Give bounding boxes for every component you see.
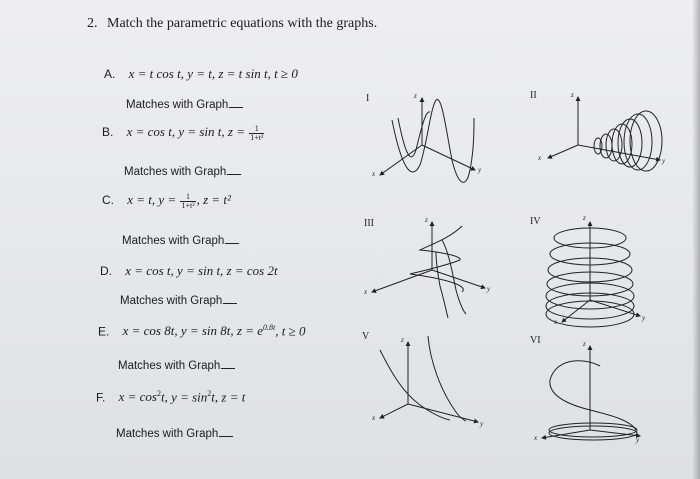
item-a-letter: A. <box>104 67 116 81</box>
graph-vi-curve <box>550 361 636 430</box>
graph-iii-label: III <box>364 218 374 229</box>
graph-i-label: I <box>366 93 370 104</box>
item-c-frac-num: 1 <box>180 193 195 202</box>
graph-i-z-label: z <box>414 92 417 100</box>
graph-v-label: V <box>362 331 370 342</box>
item-f-sup-2: 2 <box>207 389 212 398</box>
item-c-match-label: Matches with Graph <box>122 235 225 247</box>
graph-i-curve <box>392 100 474 183</box>
item-b-frac-den: 1+t² <box>250 132 264 142</box>
problem-title: Match the parametric equations with the graphs. <box>107 16 378 31</box>
item-f-match-label: Matches with Graph <box>116 428 219 440</box>
item-b-letter: B. <box>102 125 114 139</box>
graph-iii <box>372 222 485 318</box>
graph-vi-x-label: x <box>534 434 538 442</box>
item-d-eq: x = cos t, y = sin t, z = cos 2t <box>125 263 278 278</box>
item-f-eq-3: t, z = t <box>211 389 246 405</box>
graph-v <box>380 336 478 422</box>
problem-number: 2. <box>87 16 98 31</box>
graph-iii-x-axis <box>372 270 432 292</box>
graph-v-x-label: x <box>372 414 376 422</box>
graph-ii-x-label: x <box>538 154 542 162</box>
item-c-eq-post: , z = t² <box>196 192 231 207</box>
graph-vi-y-label: y <box>636 436 640 444</box>
item-a-match-label: Matches with Graph <box>126 99 229 111</box>
graph-ii-y-label: y <box>662 157 666 165</box>
item-e-match-label: Matches with Graph <box>118 360 221 372</box>
item-e-eq-tail: , t ≥ 0 <box>275 323 306 339</box>
graph-vi-label: VI <box>530 335 541 346</box>
graph-iv-label: IV <box>530 216 541 227</box>
graph-iii-y-label: y <box>487 285 491 293</box>
graph-i-x-label: x <box>372 170 376 178</box>
item-e-letter: E. <box>98 324 110 339</box>
graph-ii-label: II <box>530 90 537 101</box>
item-c-eq-pre: x = t, y = <box>127 192 180 207</box>
graph-i-y-axis <box>422 145 475 170</box>
graph-vi-z-label: z <box>583 340 586 348</box>
graph-vi-base-ring-2 <box>549 426 637 440</box>
graph-iii-x-label: x <box>364 288 368 296</box>
graph-ii <box>548 97 662 171</box>
graph-iv-y-label: y <box>642 314 646 322</box>
graph-v-curve-b <box>428 336 466 421</box>
item-f-sup-1: 2 <box>156 389 161 398</box>
item-c-frac-den: 1+t² <box>181 200 195 210</box>
graph-v-y-axis <box>408 404 478 422</box>
graph-vi <box>542 346 640 440</box>
graph-iv-z-label: z <box>583 214 586 222</box>
graph-iv <box>546 222 640 327</box>
item-e-eq-exponent: 0.8t <box>263 323 276 332</box>
item-b-frac-num: 1 <box>249 125 264 134</box>
graph-ii-loop-7 <box>630 111 662 171</box>
graph-v-z-label: z <box>401 336 404 344</box>
item-c-letter: C. <box>102 193 114 207</box>
graph-ii-z-label: z <box>571 91 574 99</box>
graph-v-curve-a <box>380 350 450 420</box>
graph-iii-curve-b <box>436 252 448 318</box>
item-f-eq-2: t, y = sin <box>160 389 208 405</box>
graph-ii-x-axis <box>548 145 578 158</box>
item-e-eq-main: x = cos 8t, y = sin 8t, z = e <box>122 323 264 339</box>
graph-v-x-axis <box>380 404 408 418</box>
item-f-letter: F. <box>96 390 106 405</box>
item-b-match-label: Matches with Graph <box>124 166 227 178</box>
graph-iv-ring-7 <box>546 301 634 327</box>
item-b-eq: x = cos t, y = sin t, z = <box>126 124 249 139</box>
graph-iii-z-label: z <box>425 216 428 224</box>
graph-v-y-label: y <box>480 420 484 428</box>
item-d-match-label: Matches with Graph <box>120 295 223 307</box>
graph-i-y-label: y <box>478 166 482 174</box>
item-a-eq: x = t cos t, y = t, z = t sin t, t ≥ 0 <box>128 66 298 81</box>
item-d-letter: D. <box>100 264 112 278</box>
graph-i <box>380 98 475 182</box>
item-f-eq-1: x = cos <box>118 389 157 405</box>
graph-iv-x-label: x <box>554 318 558 326</box>
graph-i-curve-inner <box>398 112 430 157</box>
